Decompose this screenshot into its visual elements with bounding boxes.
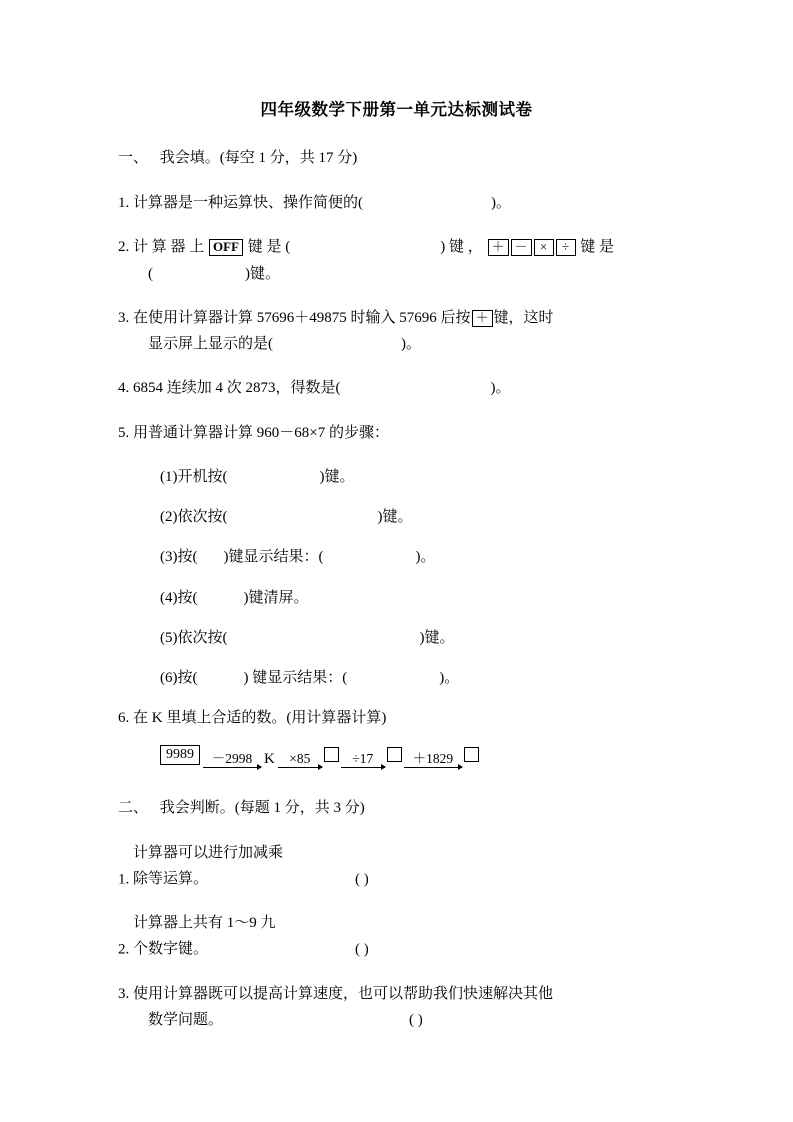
question-text-c: 显示屏上显示的是( (148, 336, 273, 352)
question-text: 计算器是一种运算快、操作简便的( (133, 195, 363, 211)
section-label: 一、 (118, 150, 149, 166)
question-5-step-2 (160, 504, 675, 530)
question-5 (118, 420, 675, 446)
question-3 (118, 305, 675, 358)
step-label: (4) (160, 589, 178, 606)
question-text-end: )。 (490, 380, 511, 397)
step-text-a: 依次按( (177, 629, 228, 646)
question-number: 1. (118, 870, 130, 887)
question-number: 2. (118, 239, 130, 256)
step-text-c: )。 (439, 670, 460, 686)
flow-op-4: ＋1829 (412, 751, 454, 766)
question-text-d: )。 (401, 336, 421, 352)
answer-parens[interactable]: ( ) (355, 941, 369, 958)
minus-key-icon: － (511, 239, 532, 256)
judge-question-1 (118, 840, 675, 893)
step-text-a: 按( (177, 549, 198, 566)
question-text: 在 K 里填上合适的数。(用计算器计算) (133, 710, 387, 727)
step-text-b: )键显示结果：( (223, 549, 324, 566)
question-text-line2: 数学问题。 (148, 1011, 224, 1028)
step-text-b: )键。 (319, 468, 355, 485)
question-6-flow-diagram (160, 742, 675, 768)
step-label: (5) (160, 629, 178, 646)
step-label: (3) (160, 549, 178, 566)
question-number: 2. (118, 941, 130, 958)
question-text: 计算器上共有 1～9 九个数字键。 (133, 915, 276, 958)
question-number: 6. (118, 710, 130, 727)
question-text-d: 键 是 (580, 239, 615, 256)
step-text-a: 按( (177, 670, 198, 686)
section-points: (每题 1 分，共 3 分) (234, 799, 365, 816)
question-5-step-3 (160, 544, 675, 570)
question-text-b: 键 是 ( (247, 239, 291, 256)
section-label: 二、 (118, 799, 149, 816)
question-5-step-6 (160, 665, 675, 691)
flow-box-1[interactable] (324, 747, 339, 762)
question-1 (118, 190, 675, 216)
question-text-end: )。 (491, 195, 511, 211)
step-label: (2) (160, 509, 178, 525)
step-text-a: 依次按( (177, 509, 228, 525)
question-text-f: )键。 (245, 265, 280, 282)
off-key-icon: OFF (209, 239, 243, 256)
flow-op-2: ×85 (289, 751, 311, 766)
question-3-line2 (148, 331, 675, 357)
plus-key-icon: ＋ (472, 310, 493, 327)
divide-key-icon: ÷ (556, 239, 576, 256)
question-text-e: ( (148, 265, 153, 282)
question-5-step-1 (160, 464, 675, 490)
judge-question-2 (118, 910, 675, 963)
flow-box-3[interactable] (464, 747, 479, 762)
question-5-step-4 (160, 585, 675, 611)
question-text-line1: 使用计算器既可以提高计算速度，也可以帮助我们快速解决其他 (133, 985, 554, 1002)
question-number: 4. (118, 380, 130, 397)
times-key-icon: × (534, 239, 554, 256)
question-text: 用普通计算器计算 960－68×7 的步骤： (133, 424, 389, 441)
flow-arrow-1 (203, 742, 261, 768)
section-name: 我会填。 (159, 150, 220, 166)
question-text-a: 在使用计算器计算 57696＋49875 时输入 57696 后按 (133, 309, 471, 326)
question-text: 计算器可以进行加减乘除等运算。 (133, 844, 284, 887)
step-label: (1) (160, 468, 178, 485)
question-2-line2 (148, 261, 675, 287)
answer-parens[interactable]: ( ) (355, 870, 369, 887)
section-points: (每空 1 分，共 17 分) (219, 150, 358, 166)
question-5-step-5 (160, 625, 675, 651)
question-number: 1. (118, 195, 130, 211)
flow-op-3: ÷17 (352, 751, 374, 766)
flow-arrow-3 (341, 742, 385, 768)
question-2 (118, 234, 675, 287)
flow-box-2[interactable] (387, 747, 402, 762)
step-text-b: ) 键显示结果：( (243, 670, 348, 686)
page-title: 四年级数学下册第一单元达标测试卷 (260, 100, 533, 119)
question-6 (118, 705, 675, 731)
flow-op-1: －2998 (211, 751, 253, 766)
judge-question-3 (118, 981, 675, 1034)
flow-k-label: K (264, 750, 275, 767)
answer-parens[interactable]: ( ) (409, 1011, 423, 1028)
step-text-a: 按( (177, 589, 198, 606)
question-4 (118, 375, 675, 401)
step-text-b: )键。 (377, 509, 413, 525)
question-number: 3. (118, 985, 130, 1002)
question-text: 6854 连续加 4 次 2873，得数是( (133, 380, 341, 397)
step-text-b: )键清屏。 (243, 589, 309, 606)
step-text-a: 开机按( (177, 468, 228, 485)
flow-arrow-2 (278, 742, 322, 768)
plus-key-icon: ＋ (488, 239, 509, 256)
section-heading-1 (118, 146, 675, 170)
question-number: 3. (118, 309, 130, 326)
judge-question-3-line2 (148, 1007, 675, 1033)
question-number: 5. (118, 424, 130, 441)
section-name: 我会判断。 (159, 799, 235, 816)
section-heading-2 (118, 796, 675, 820)
question-text-a: 计 算 器 上 (133, 239, 205, 256)
step-text-c: )。 (415, 549, 436, 566)
question-text-b: 键，这时 (493, 309, 554, 326)
flow-arrow-4 (404, 742, 462, 768)
step-label: (6) (160, 670, 178, 686)
question-text-c: ) 键 ， (440, 239, 483, 256)
step-text-b: )键。 (419, 629, 455, 646)
flow-start-value: 9989 (160, 745, 200, 765)
